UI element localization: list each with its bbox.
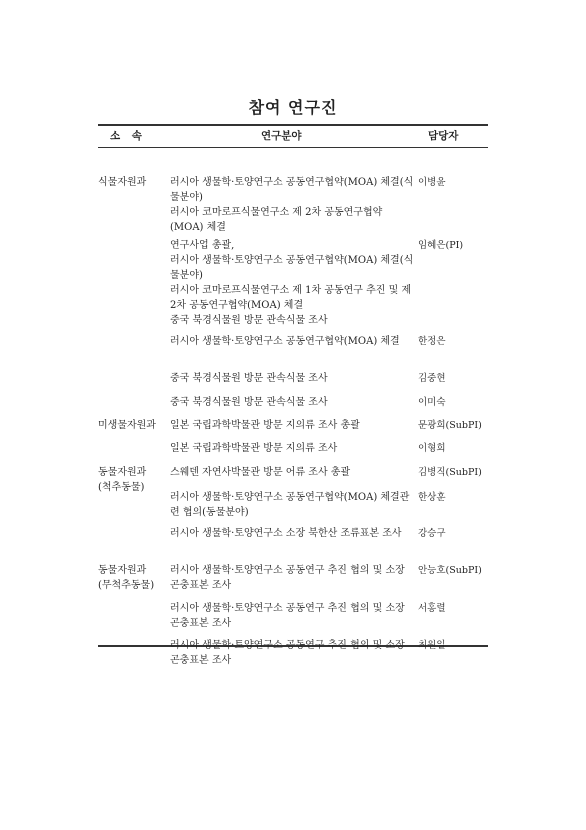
row-person: 이형희 (418, 443, 446, 454)
header-affiliation: 소 속 (110, 130, 146, 142)
row-affiliation: 동물자원과 (척추동물) (98, 467, 147, 493)
row-affiliation: 동물자원과 (무척추동물) (98, 565, 155, 591)
row-field: 러시아 생물학·토양연구소 공동연구 추진 협의 및 소장 곤충표본 조사 (170, 640, 405, 666)
research-team-table (98, 124, 488, 666)
header-person: 담당자 (428, 130, 459, 142)
row-field: 러시아 생물학·토양연구소 공동연구협약(MOA) 체결관련 협의(동물분야) (170, 492, 410, 518)
row-affiliation: 미생물자원과 (98, 420, 156, 431)
row-field: 러시아 생물학·토양연구소 공동연구 추진 협의 및 소장 곤충표본 조사 (170, 565, 405, 591)
row-person: 최원일 (418, 640, 446, 651)
row-person: 문광희(SubPI) (418, 420, 482, 431)
row-field: 러시아 생물학·토양연구소 공동연구 추진 협의 및 소장 곤충표본 조사 (170, 603, 405, 629)
table-body (98, 148, 488, 666)
page-title: 참여 연구진 (248, 98, 338, 117)
row-field: 연구사업 총괄, 러시아 생물학·토양연구소 공동연구협약(MOA) 체결(식물분야) 러시아 코마로프식물연구소 제 1차 공동연구 추진 및 제 2차 공동연구협약(MOA) 체결 중국 북경식물원 방문 관속식물 조사 (170, 240, 414, 326)
row-field: 중국 북경식물원 방문 관속식물 조사 (170, 373, 328, 384)
row-affiliation: 식물자원과 (98, 177, 147, 188)
row-person: 한정은 (418, 336, 446, 347)
row-person: 이병윤 (418, 177, 446, 188)
row-field: 일본 국립과학박물관 방문 지의류 조사 (170, 443, 338, 454)
table-header (98, 126, 488, 148)
row-person: 서홍렬 (418, 603, 446, 614)
row-person: 이미숙 (418, 397, 446, 408)
row-field: 러시아 생물학·토양연구소 소장 북한산 조류표본 조사 (170, 528, 402, 539)
header-field: 연구분야 (261, 130, 302, 142)
row-person: 안능호(SubPI) (418, 565, 482, 576)
row-field: 중국 북경식물원 방문 관속식물 조사 (170, 397, 328, 408)
row-field: 러시아 생물학·토양연구소 공동연구협약(MOA) 체결 (170, 336, 400, 347)
row-person: 강승구 (418, 528, 446, 539)
row-person: 임혜은(PI) (418, 240, 464, 251)
row-field: 스웨덴 자연사박물관 방문 어류 조사 총괄 (170, 467, 351, 478)
row-person: 김병직(SubPI) (418, 467, 482, 478)
row-field: 일본 국립과학박물관 방문 지의류 조사 총괄 (170, 420, 360, 431)
row-field: 러시아 생물학·토양연구소 공동연구협약(MOA) 체결(식물분야) 러시아 코마로프식물연구소 제 2차 공동연구협약 (MOA) 체결 (170, 177, 414, 233)
row-person: 한상훈 (418, 492, 446, 503)
row-person: 김중현 (418, 373, 446, 384)
